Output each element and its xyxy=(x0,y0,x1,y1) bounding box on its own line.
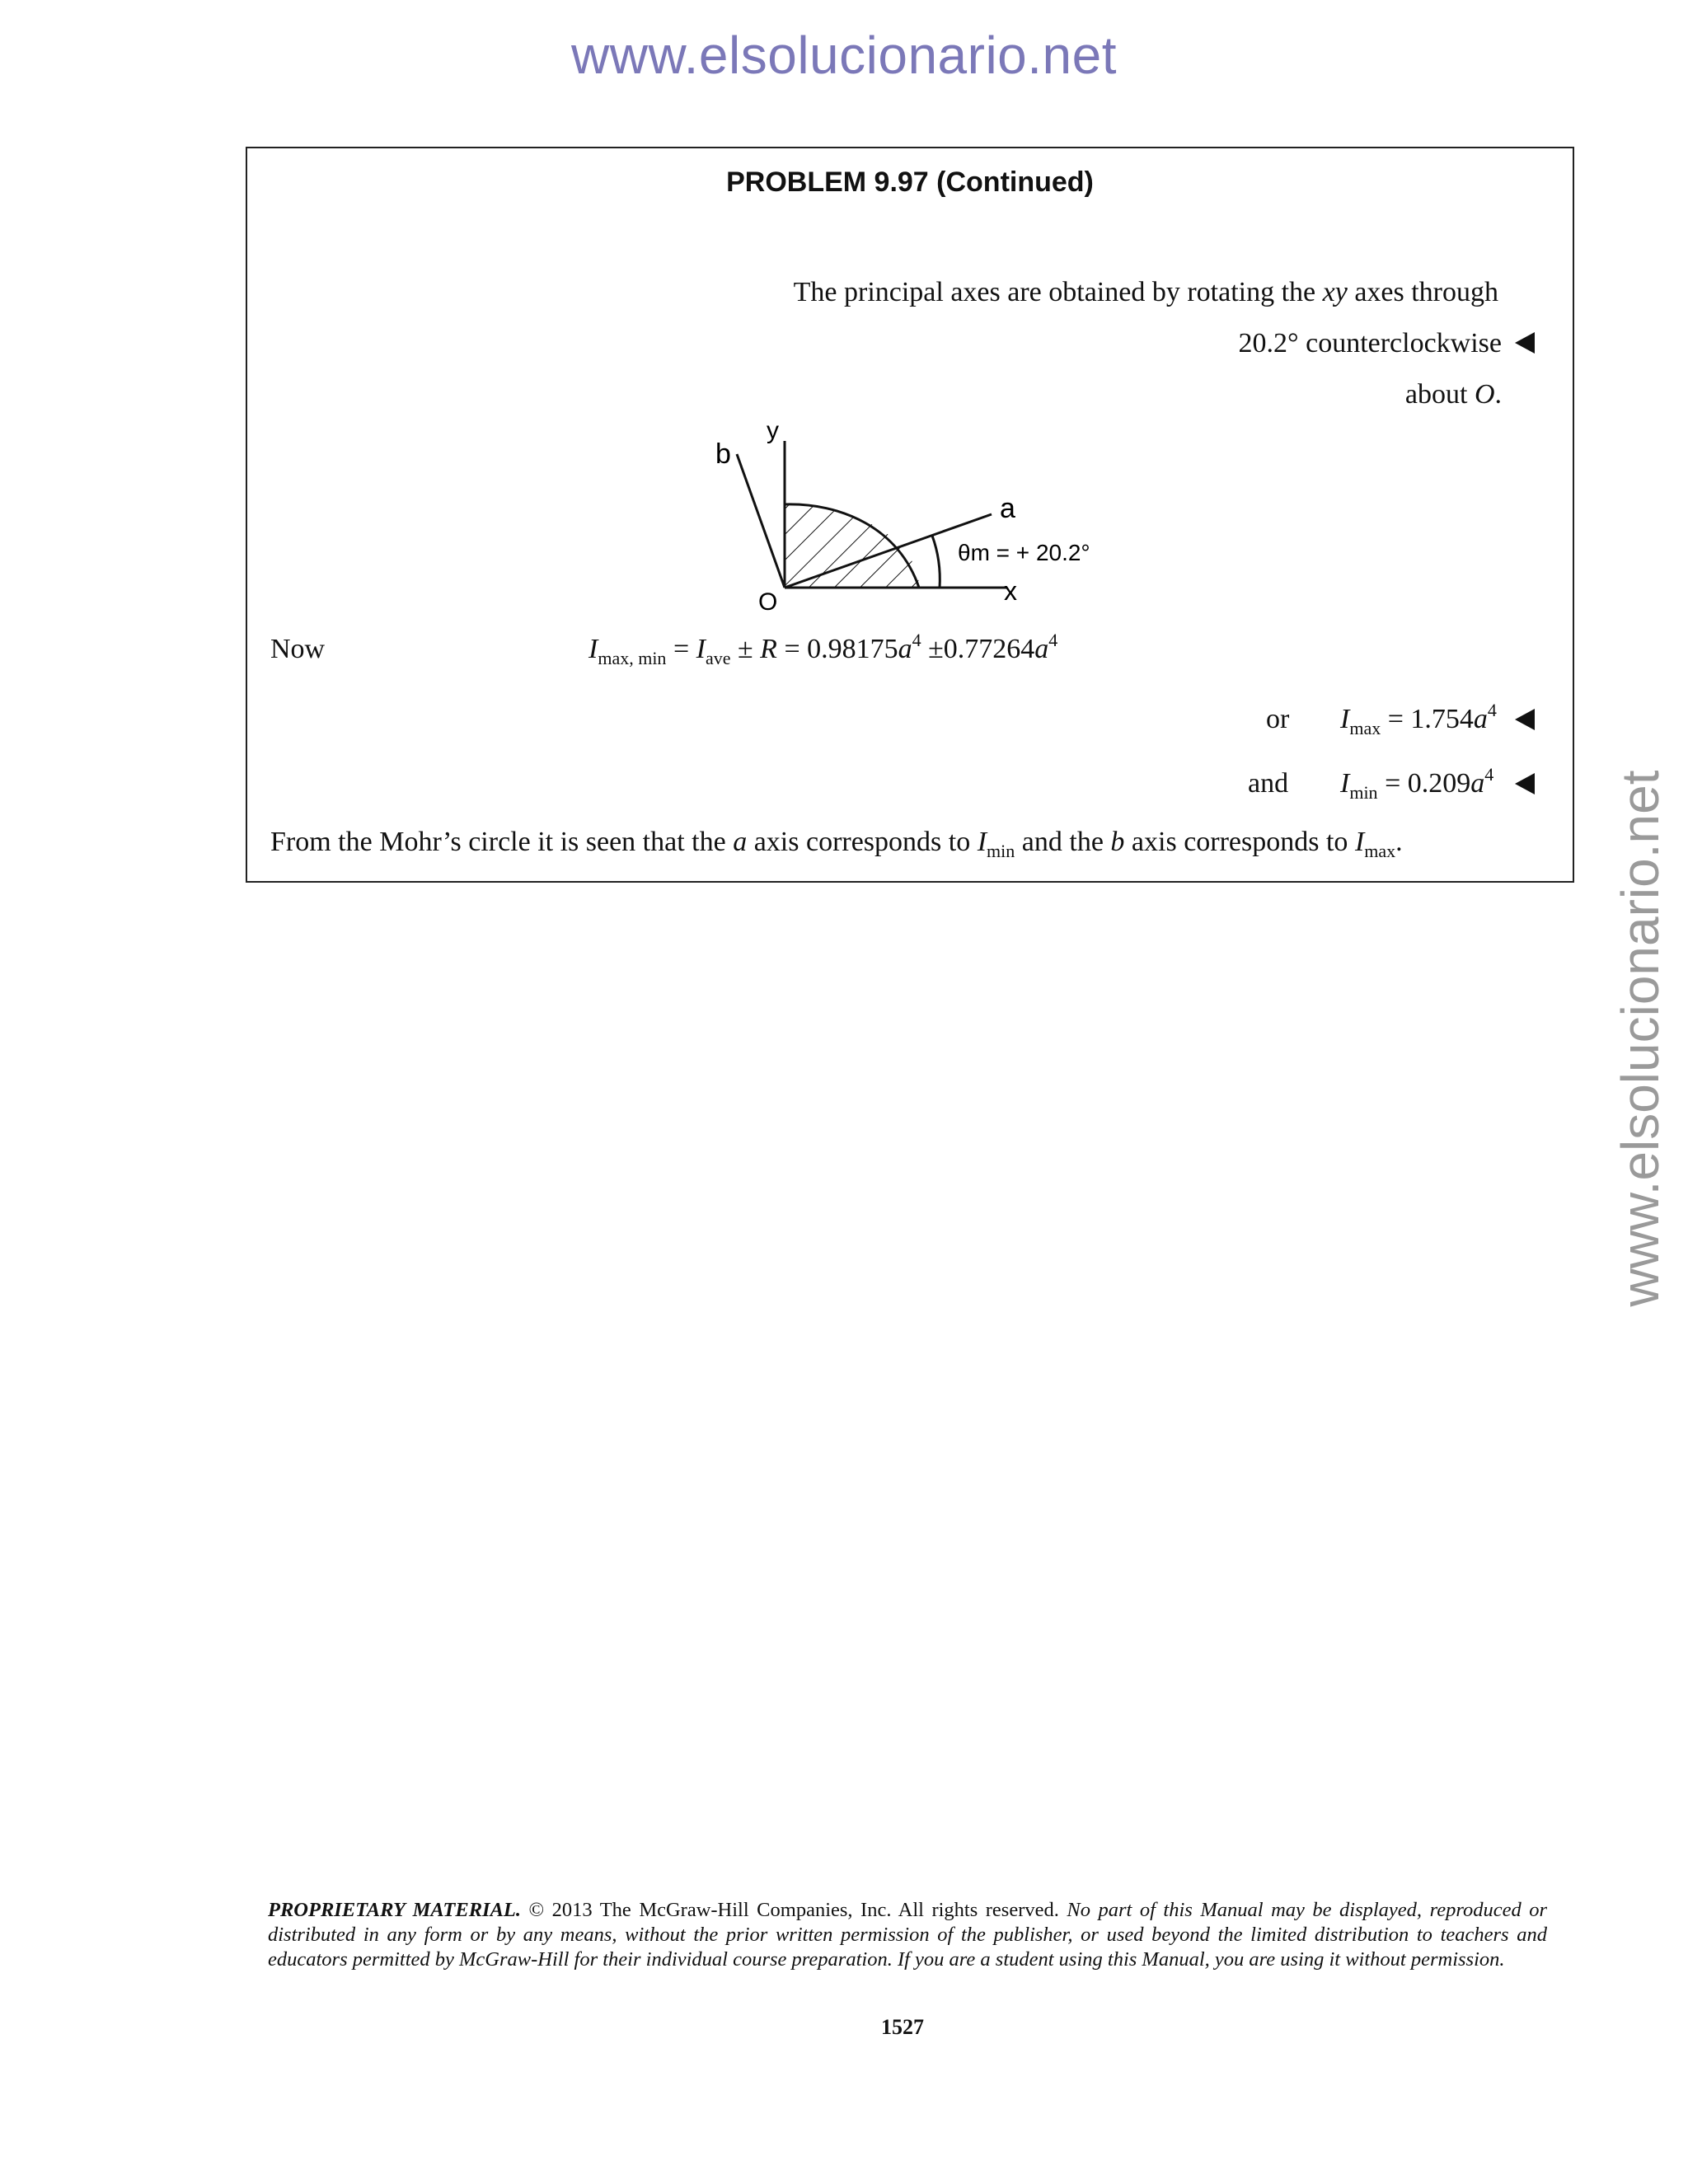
label-x: x xyxy=(1004,576,1017,606)
problem-box xyxy=(246,147,1574,883)
label-b: b xyxy=(715,438,731,470)
principal-axes-line1: The principal axes are obtained by rotating the xy axes through xyxy=(793,277,1498,307)
label-theta: θm = + 20.2° xyxy=(958,540,1090,565)
or-label: or xyxy=(1266,704,1290,734)
answer-marker-icon xyxy=(1515,709,1535,730)
watermark-top: www.elsolucionario.net xyxy=(571,26,1117,85)
answer-marker-icon xyxy=(1515,332,1535,354)
and-label: and xyxy=(1248,768,1289,799)
page-number: 1527 xyxy=(881,2015,924,2039)
watermark-side: www.elsolucionario.net xyxy=(1611,770,1670,1307)
label-a: a xyxy=(1000,493,1015,524)
equation-imax-imin: $I_{max, min} = I_{ave} \pm R = 0.98175a^4 \pm 0.77264a^4$ xyxy=(588,630,1058,668)
principal-axes-line3: about O. xyxy=(1404,379,1502,410)
angle-arc xyxy=(932,536,940,588)
b-axis xyxy=(737,454,785,588)
principal-axes-line2: 20.2° counterclockwise xyxy=(1238,328,1502,359)
equation-imax: $I_{max} = 1.754a^4$ xyxy=(1340,700,1497,738)
equation-imin: $I_{min} = 0.209a^4$ xyxy=(1340,764,1494,803)
copyright-footer: PROPRIETARY MATERIAL. © 2013 The McGraw-Hill Companies, Inc. All rights reserved. No part of this Manual may be displayed, reproduced or distributed in any form or by any means, without the prior written permission of the publisher, or used beyond the limited distribution to teachers and educators permitted by McGraw-Hill for their individual course preparation. If you are a student using this Manual, you are using it without permission. xyxy=(268,1899,1547,1971)
principal-axes-sketch xyxy=(692,420,1368,733)
now-label: Now xyxy=(270,634,326,664)
answer-marker-icon xyxy=(1515,773,1535,794)
label-y: y xyxy=(767,420,779,444)
problem-title: PROBLEM 9.97 (Continued) xyxy=(726,166,1094,198)
conclusion-text: From the Mohr’s circle it is seen that the a axis corresponds to $I_{min}$ and the b axis corresponds to $I_{max}$. xyxy=(270,827,1403,861)
label-origin: O xyxy=(758,588,778,616)
